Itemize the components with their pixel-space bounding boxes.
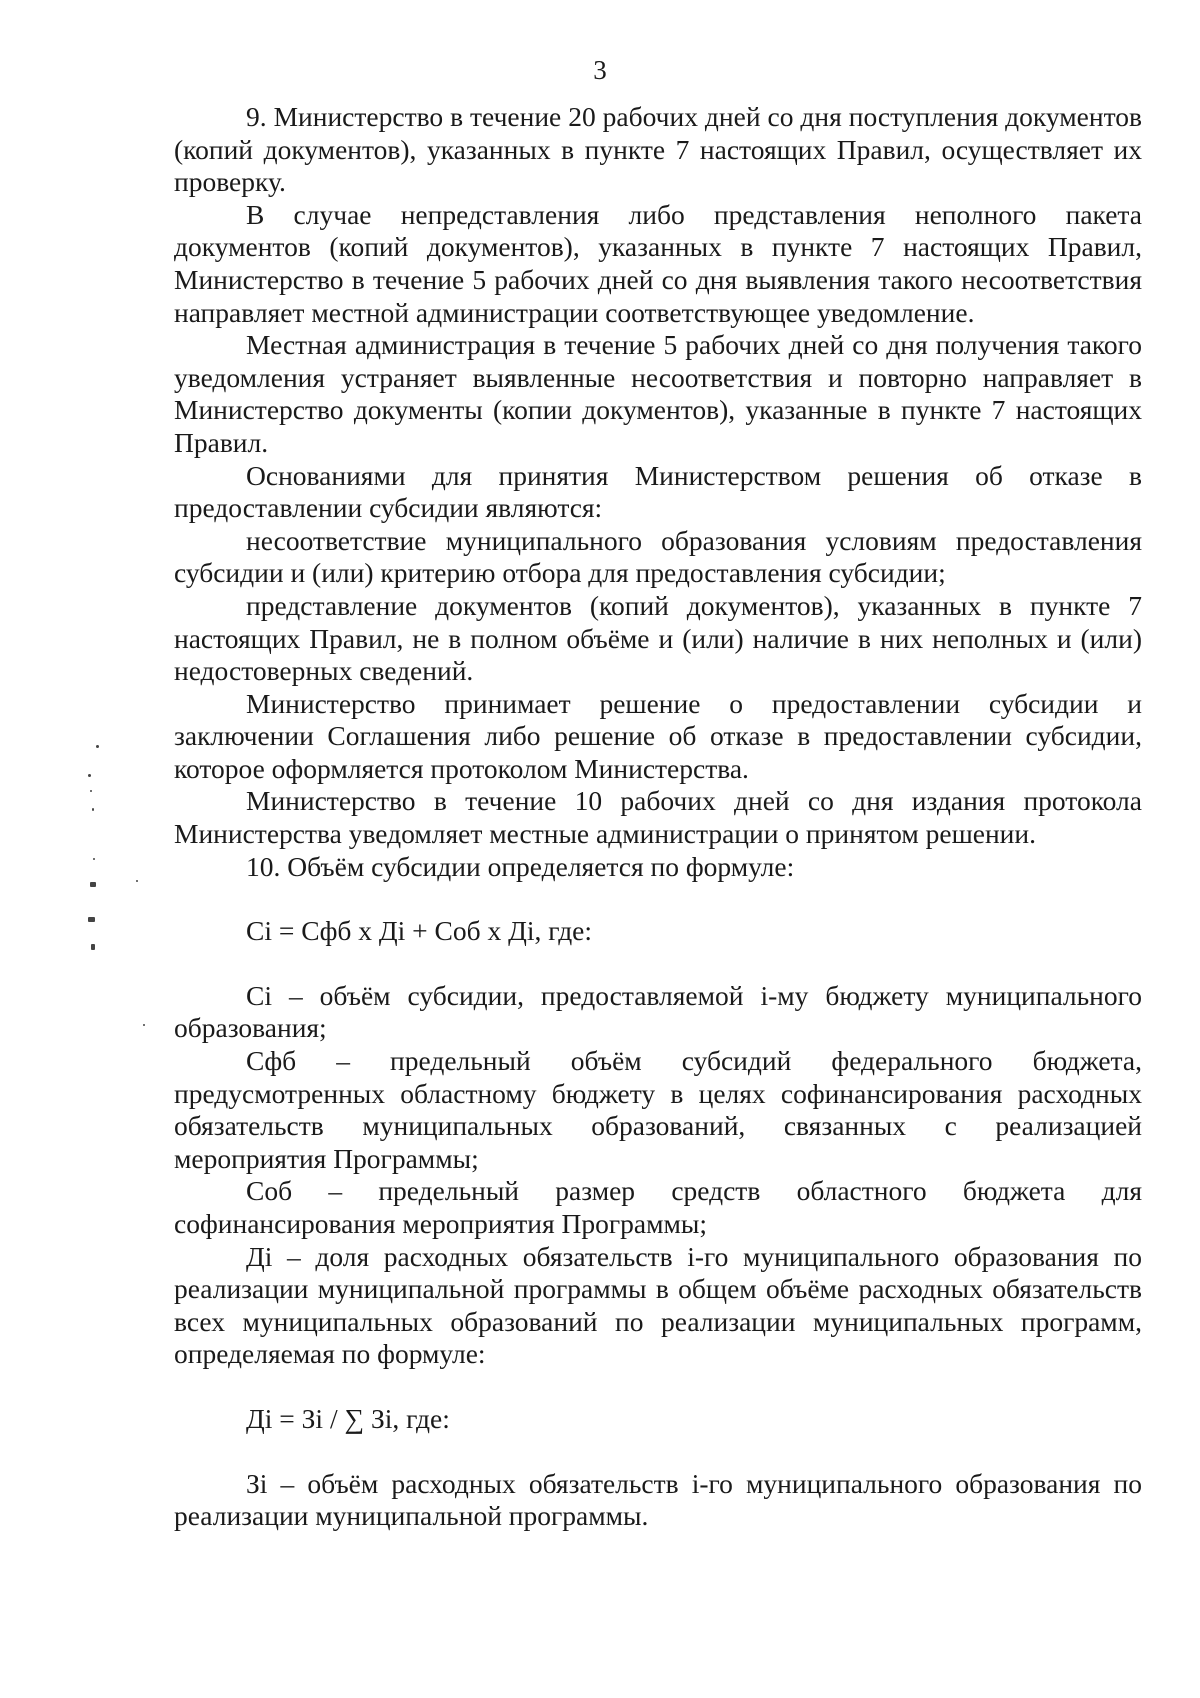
definition-sob: Соб – предельный размер средств областного бюджета для софинансирования мероприятия Программы; xyxy=(174,1175,1142,1239)
formula-share: Дi = Зi / ∑ Зi, где: xyxy=(246,1402,450,1434)
formula-subsidy-volume: Сi = Сфб х Дi + Соб х Дi, где: xyxy=(246,915,593,947)
paragraph-local-administration: Местная администрация в течение 5 рабочих дней со дня получения такого уведомления устраняет выявленные несоответствия и повторно направляет в Министерство документы (копии документов), указанные в пункте 7 настоящих Правил. xyxy=(174,329,1142,458)
paragraph-9: 9. Министерство в течение 20 рабочих дней со дня поступления документов (копий документов), указанных в пункте 7 настоящих Правил, осуществляет их проверку. xyxy=(174,101,1142,198)
definition-zi: Зi – объём расходных обязательств i-го муниципального образования по реализации муниципальной программы. xyxy=(174,1467,1142,1532)
scan-speck xyxy=(143,1024,145,1026)
scan-speck xyxy=(93,858,95,860)
paragraph-refusal-grounds: Основаниями для принятия Министерством решения об отказе в предоставлении субсидии являются: xyxy=(174,459,1142,524)
scan-speck xyxy=(136,880,138,882)
definition-sfb: Сфб – предельный объём субсидий федерального бюджета, предусмотренных областному бюджету в целях софинансирования расходных обязательств муниципальных образований, связанных с реализацией мероприятия Программы; xyxy=(174,1045,1142,1174)
paragraph-incomplete-package: В случае непредставления либо представления неполного пакета документов (копий документов), указанных в пункте 7 настоящих Правил, Министерство в течение 5 рабочих дней со дня выявления такого несоответствия направляет местной администрации соответствующее уведомление. xyxy=(174,198,1142,328)
page-number: 3 xyxy=(593,55,607,85)
scan-speck xyxy=(90,882,96,887)
scan-speck xyxy=(88,917,95,922)
scan-speck xyxy=(91,944,95,950)
scan-speck xyxy=(96,745,99,748)
paragraph-ground-1: несоответствие муниципального образования условиям предоставления субсидии и (или) критерию отбора для предоставления субсидии; xyxy=(174,524,1142,589)
paragraph-notification: Министерство в течение 10 рабочих дней со дня издания протокола Министерства уведомляет местные администрации о принятом решении. xyxy=(174,785,1142,850)
definition-ci: Сi – объём субсидии, предоставляемой i-му бюджету муниципального образования; xyxy=(174,979,1142,1044)
paragraph-10: 10. Объём субсидии определяется по формуле: xyxy=(246,850,795,882)
paragraph-decision: Министерство принимает решение о предоставлении субсидии и заключении Соглашения либо решение об отказе в предоставлении субсидии, которое оформляется протоколом Министерства. xyxy=(174,687,1142,784)
definition-di: Дi – доля расходных обязательств i-го муниципального образования по реализации муниципальной программы в общем объёме расходных обязательств всех муниципальных образований по реализации муниципальных программ, определяемая по формуле: xyxy=(174,1240,1142,1370)
scan-speck xyxy=(90,790,92,792)
scan-speck xyxy=(88,774,91,777)
scan-speck xyxy=(92,808,94,811)
paragraph-ground-2: представление документов (копий документов), указанных в пункте 7 настоящих Правил, не в полном объёме и (или) наличие в них неполных и (или) недостоверных сведений. xyxy=(174,589,1142,687)
document-body xyxy=(174,101,1142,1533)
